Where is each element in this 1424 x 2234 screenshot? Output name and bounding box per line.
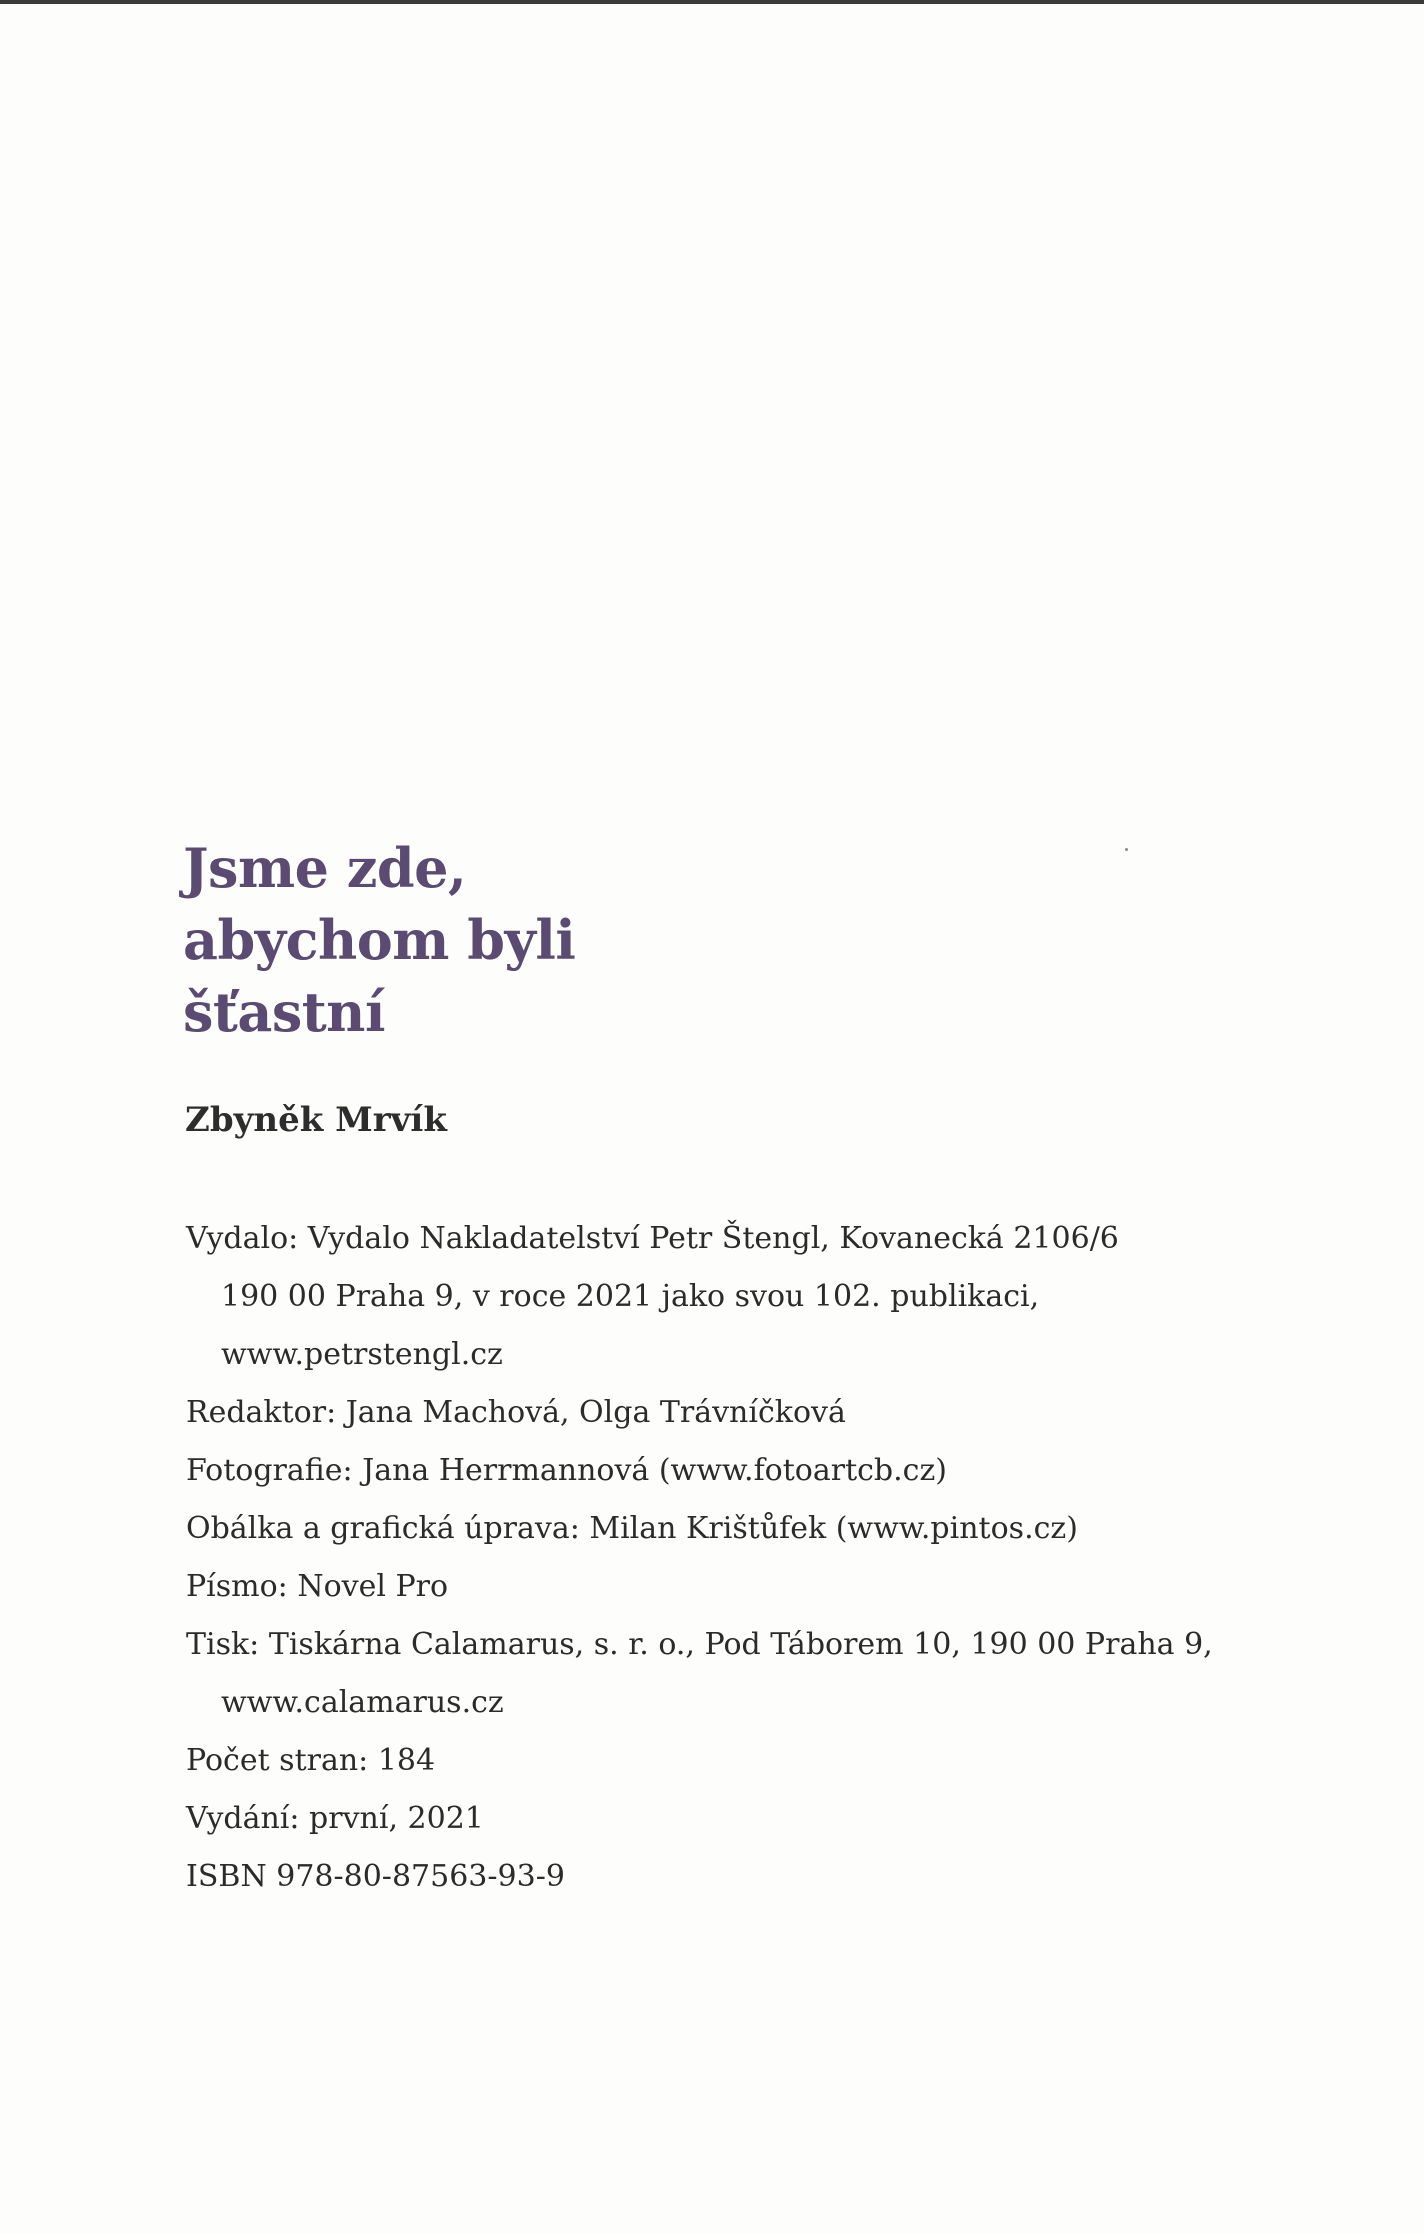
paper-speck — [1125, 848, 1128, 851]
imprint-editor: Redaktor: Jana Machová, Olga Trávníčková — [186, 1395, 846, 1430]
title-line-3: šťastní — [183, 980, 385, 1044]
imprint-printer-web: www.calamarus.cz — [221, 1685, 504, 1720]
imprint-publisher-cont: 190 00 Praha 9, v roce 2021 jako svou 102. publikaci, — [221, 1279, 1040, 1314]
imprint-photography: Fotografie: Jana Herrmannová (www.fotoartcb.cz) — [186, 1453, 947, 1488]
scan-top-edge — [0, 0, 1424, 4]
author-name: Zbyněk Mrvík — [185, 1100, 447, 1140]
book-title — [183, 832, 575, 1048]
title-line-1: Jsme zde, — [183, 836, 467, 900]
imprint-typeface: Písmo: Novel Pro — [186, 1569, 449, 1604]
imprint-isbn: ISBN 978-80-87563-93-9 — [186, 1859, 565, 1894]
imprint-edition: Vydání: první, 2021 — [186, 1801, 484, 1836]
imprint-printer: Tisk: Tiskárna Calamarus, s. r. o., Pod Táborem 10, 190 00 Praha 9, — [186, 1627, 1213, 1662]
title-line-2: abychom byli — [183, 908, 576, 972]
imprint-publisher: Vydalo: Vydalo Nakladatelství Petr Štengl, Kovanecká 2106/6 — [186, 1221, 1119, 1256]
imprint-cover-design: Obálka a grafická úprava: Milan Krištůfek (www.pintos.cz) — [186, 1511, 1078, 1546]
imprint-publisher-web: www.petrstengl.cz — [221, 1337, 503, 1372]
imprint-block — [186, 1210, 1213, 1906]
imprint-page-count: Počet stran: 184 — [186, 1743, 436, 1778]
